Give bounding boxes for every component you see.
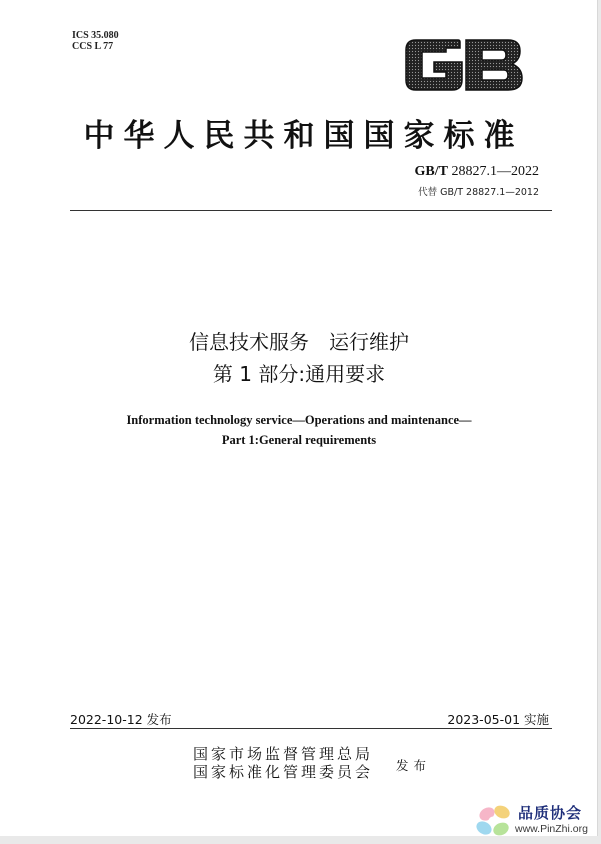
replaces-standard: 代替 GB/T 28827.1—2012	[418, 187, 539, 198]
standard-number	[415, 164, 539, 180]
watermark-url: www.PinZhi.org	[515, 823, 588, 835]
issue-date: 2022-10-12 发布	[70, 712, 172, 727]
gb-logo-icon	[402, 38, 524, 92]
classification-codes	[72, 30, 119, 52]
ccs-code: CCS L 77	[72, 41, 114, 52]
flower-logo-icon	[474, 802, 516, 840]
standard-number-value: 28827.1—2022	[451, 164, 539, 179]
standard-title: 中华人民共和国国家标准	[83, 118, 524, 154]
top-divider	[70, 210, 552, 211]
chinese-title-line1: 信息技术服务 运行维护	[189, 330, 409, 354]
english-title-line2: Part 1:General requirements	[221, 433, 377, 447]
watermark-name: 品质协会	[518, 804, 583, 822]
issuer-sac: 国家标准化管理委员会	[193, 763, 374, 781]
chinese-title-line2: 第 1 部分:通用要求	[212, 362, 386, 386]
english-title-line1: Information technology service—Operations and maintenance—	[126, 413, 472, 427]
ics-code: ICS 35.080	[72, 30, 119, 41]
effective-date: 2023-05-01 实施	[447, 712, 549, 727]
publish-label: 发布	[396, 758, 432, 773]
bottom-divider	[70, 728, 552, 729]
watermark	[474, 800, 598, 840]
issuer-samr: 国家市场监督管理总局	[193, 745, 374, 763]
standard-prefix: GB/T	[414, 164, 448, 179]
issuing-authorities	[193, 745, 373, 781]
